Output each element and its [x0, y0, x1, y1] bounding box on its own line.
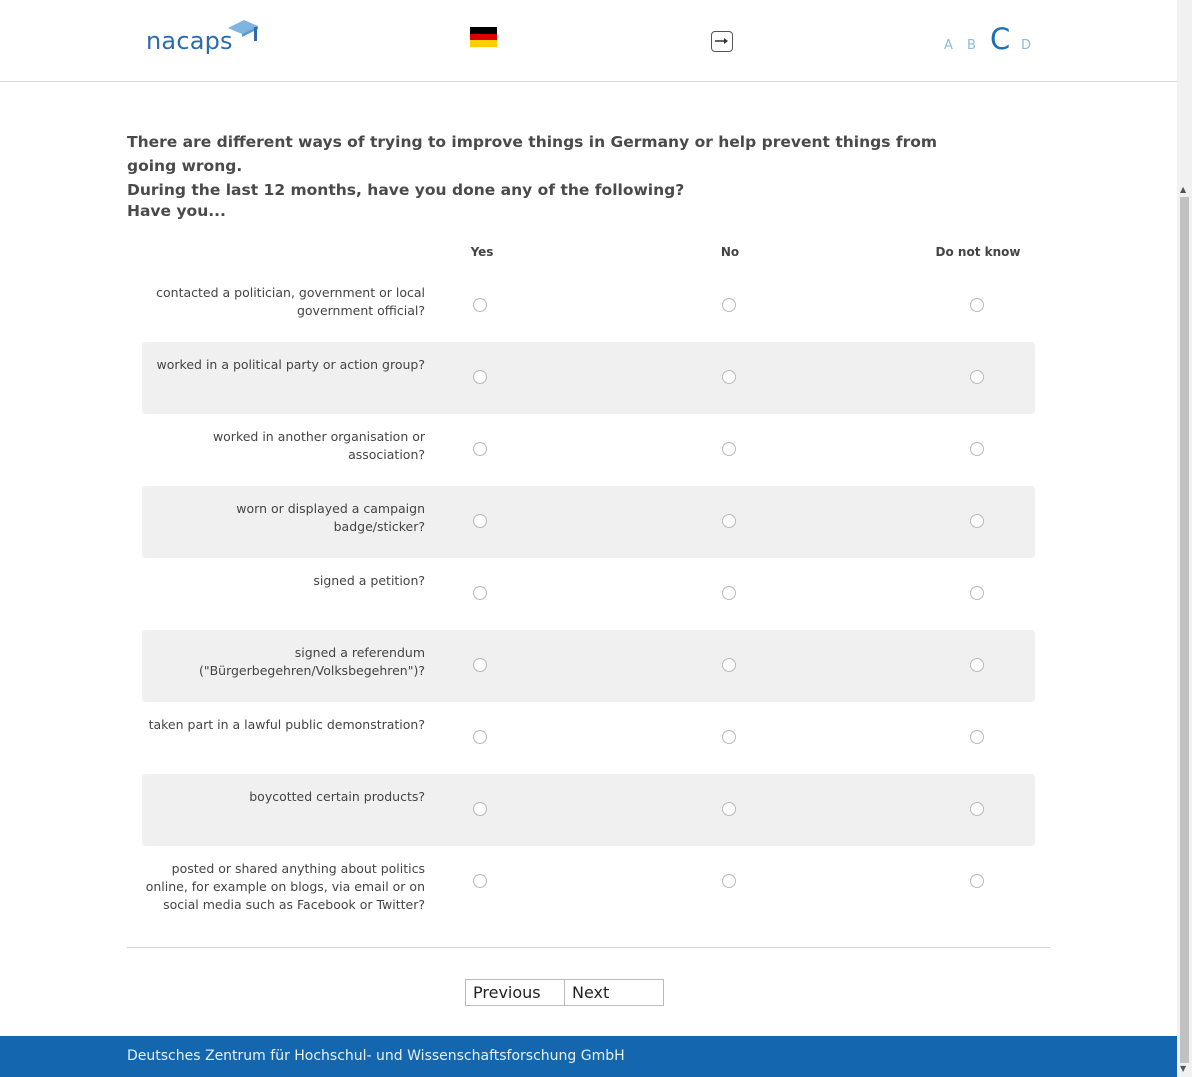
logo-text: nacaps [146, 27, 233, 55]
radio-do-not-know[interactable] [970, 370, 984, 384]
previous-button[interactable]: Previous [465, 979, 565, 1006]
nacaps-logo[interactable] [146, 18, 261, 60]
logout-button[interactable] [711, 31, 733, 52]
column-header-do-not-know: Do not know [935, 245, 1021, 259]
radio-no[interactable] [722, 442, 736, 456]
row-label: signed a petition? [313, 573, 425, 588]
question-prompt: Have you... [127, 202, 226, 220]
grid-row [142, 558, 1035, 630]
radio-no[interactable] [722, 298, 736, 312]
radio-yes[interactable] [473, 514, 487, 528]
question-line-2: During the last 12 months, have you done any of the following? [127, 181, 685, 199]
radio-yes[interactable] [473, 658, 487, 672]
radio-no[interactable] [722, 802, 736, 816]
grid-row [142, 414, 1035, 486]
radio-yes[interactable] [473, 874, 487, 888]
grid-row [142, 630, 1035, 702]
row-label: signed a referendum ("Bürgerbegehren/Volksbegehren")? [198, 645, 425, 678]
row-label: worked in a political party or action group? [156, 357, 425, 372]
radio-yes[interactable] [473, 298, 487, 312]
question-grid [142, 270, 1035, 926]
font-size-c[interactable]: C [990, 22, 1011, 56]
row-label: taken part in a lawful public demonstration? [148, 717, 425, 732]
radio-yes[interactable] [473, 802, 487, 816]
row-label: worn or displayed a campaign badge/sticker? [236, 501, 425, 534]
radio-do-not-know[interactable] [970, 874, 984, 888]
column-header-yes: Yes [470, 245, 494, 259]
graduation-cap-icon [224, 18, 260, 46]
radio-do-not-know[interactable] [970, 442, 984, 456]
question-text [127, 130, 987, 202]
grid-row [142, 702, 1035, 774]
font-size-a[interactable]: A [944, 38, 953, 53]
radio-do-not-know[interactable] [970, 514, 984, 528]
footer-text: Deutsches Zentrum für Hochschul- und Wissenschaftsforschung GmbH [127, 1048, 625, 1064]
radio-no[interactable] [722, 730, 736, 744]
radio-no[interactable] [722, 514, 736, 528]
radio-do-not-know[interactable] [970, 658, 984, 672]
radio-no[interactable] [722, 370, 736, 384]
scrollbar[interactable] [1177, 0, 1192, 1077]
radio-no[interactable] [722, 586, 736, 600]
radio-do-not-know[interactable] [970, 586, 984, 600]
grid-row [142, 342, 1035, 414]
question-line-1: There are different ways of trying to improve things in Germany or help prevent things from going wrong. [127, 133, 938, 175]
logout-icon [715, 36, 729, 46]
germany-flag-icon[interactable] [470, 27, 497, 47]
header [0, 0, 1177, 82]
radio-yes[interactable] [473, 442, 487, 456]
divider [127, 947, 1050, 948]
row-label: worked in another organisation or association? [212, 429, 425, 462]
scroll-up-arrow-icon[interactable]: ▲ [1180, 185, 1187, 194]
next-button[interactable]: Next [564, 979, 664, 1006]
grid-row [142, 774, 1035, 846]
scroll-down-arrow-icon[interactable]: ▼ [1180, 1064, 1187, 1073]
radio-yes[interactable] [473, 586, 487, 600]
radio-no[interactable] [722, 874, 736, 888]
radio-do-not-know[interactable] [970, 298, 984, 312]
radio-no[interactable] [722, 658, 736, 672]
grid-row [142, 846, 1035, 926]
row-label: posted or shared anything about politics online, for example on blogs, via email or on social media such as Facebook or Twitter? [145, 861, 425, 912]
grid-row [142, 486, 1035, 558]
grid-row [142, 270, 1035, 342]
font-size-b[interactable]: B [967, 38, 976, 53]
radio-yes[interactable] [473, 370, 487, 384]
scrollbar-thumb[interactable] [1180, 197, 1189, 1063]
page-navigation [465, 979, 664, 1006]
footer [0, 1036, 1177, 1077]
font-size-d[interactable]: D [1021, 38, 1032, 53]
radio-do-not-know[interactable] [970, 802, 984, 816]
radio-do-not-know[interactable] [970, 730, 984, 744]
radio-yes[interactable] [473, 730, 487, 744]
column-header-no: No [720, 245, 740, 259]
row-label: boycotted certain products? [249, 789, 425, 804]
row-label: contacted a politician, government or local government official? [156, 285, 425, 318]
